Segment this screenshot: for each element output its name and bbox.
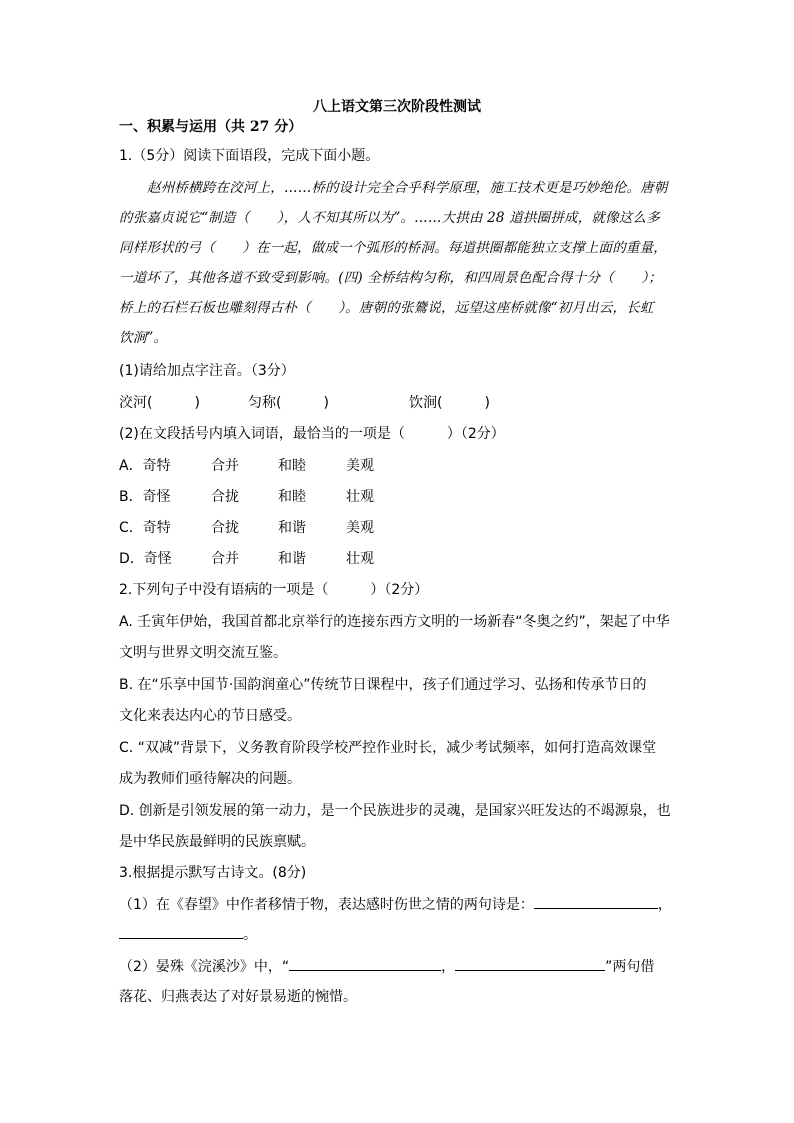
option-word: 合并 — [211, 551, 239, 567]
period: 。 — [243, 927, 257, 943]
option-word: 合拢 — [211, 520, 239, 536]
recitation-item-1 — [119, 894, 672, 915]
answer-blank[interactable] — [289, 956, 441, 971]
pinyin-item: 饮涧( ) — [409, 395, 490, 411]
choice-line: B. 在“乐享中国节·国韵润童心”传统节日课程中，孩子们通过学习、弘扬和传承节日的 — [119, 677, 647, 693]
question-3-stem: 3.根据提示默写古诗文。(8分) — [119, 865, 307, 881]
choice-line: A. 壬寅年伊始，我国首都北京举行的连接东西方文明的一场新春“冬奥之约”，架起了中华 — [119, 614, 670, 630]
option-word: 和睦 — [278, 458, 306, 474]
question-2-stem: 2.下列句子中没有语病的一项是（ ）（2分） — [119, 582, 429, 598]
choice-line: 文化来表达内心的节日感受。 — [119, 708, 301, 724]
page-title: 八上语文第三次阶段性测试 — [313, 99, 481, 115]
passage-line: 饮涧”。 — [119, 330, 168, 346]
option-word: 美观 — [346, 520, 374, 536]
answer-blank[interactable] — [534, 894, 658, 909]
option-word: 美观 — [346, 458, 374, 474]
option-word: 合并 — [211, 458, 239, 474]
option-label: A．奇特 — [119, 458, 171, 474]
recitation-prompt: （2）晏殊《浣溪沙》中，“ — [119, 959, 290, 975]
option-word: 合拢 — [211, 489, 239, 505]
option-word: 壮观 — [346, 489, 374, 505]
option-word: 和睦 — [278, 489, 306, 505]
question-1-stem: 1.（5分）阅读下面语段，完成下面小题。 — [119, 148, 380, 164]
answer-blank[interactable] — [455, 956, 605, 971]
section-heading: 一、积累与运用（共 27 分） — [119, 119, 303, 135]
option-label: D．奇怪 — [119, 551, 172, 567]
option-word: 壮观 — [346, 551, 374, 567]
recitation-prompt: （1）在《春望》中作者移情于物，表达感时伤世之情的两句诗是： — [119, 897, 534, 913]
option-word: 和谐 — [278, 520, 306, 536]
comma: ， — [657, 897, 672, 913]
choice-line: 成为教师们亟待解决的问题。 — [119, 771, 301, 787]
choice-line: 文明与世界文明交流互鉴。 — [119, 645, 287, 661]
subquestion-1-prompt: (1)请给加点字注音。（3分） — [119, 363, 295, 379]
option-word: 和谐 — [278, 551, 306, 567]
choice-line: D. 创新是引领发展的第一动力，是一个民族进步的灵魂，是国家兴旺发达的不竭源泉，也 — [119, 803, 671, 819]
recitation-item-1-cont — [119, 924, 257, 945]
passage-line: 的张嘉贞说它“制造（ ），人不知其所以为”。……大拱由 28 道拱圈拼成，就像这么多 — [119, 210, 660, 226]
option-label: B．奇怪 — [119, 489, 171, 505]
pinyin-item: 匀称( ) — [248, 395, 329, 411]
choice-line: C. “双减”背景下，义务教育阶段学校严控作业时长，减少考试频率，如何打造高效课堂 — [119, 740, 657, 756]
choice-line: 是中华民族最鲜明的民族禀赋。 — [119, 834, 315, 850]
passage-line: 桥上的石栏石板也雕刻得古朴（ ）。唐朝的张鷟说，远望这座桥就像“初月出云，长虹 — [119, 300, 654, 316]
recitation-item-2 — [119, 956, 654, 977]
passage-line: 一道坏了，其他各道不致受到影响。(四) 全桥结构匀称，和四周景色配合得十分（ ）； — [119, 270, 662, 286]
answer-blank[interactable] — [119, 924, 243, 939]
passage-line: 同样形状的弓（ ）在一起，做成一个弧形的桥洞。每道拱圈都能独立支撑上面的重量， — [119, 240, 667, 256]
subquestion-2-prompt: (2)在文段括号内填入词语，最恰当的一项是（ ）（2分） — [119, 426, 505, 442]
comma: ， — [441, 959, 456, 975]
pinyin-item: 洨河( ) — [119, 395, 200, 411]
passage-line: 赵州桥横跨在洨河上，……桥的设计完全合乎科学原理，施工技术更是巧妙绝伦。唐朝 — [147, 180, 668, 196]
recitation-tail: ”两句借 — [605, 959, 655, 975]
recitation-item-2-cont: 落花、归燕表达了对好景易逝的惋惜。 — [119, 989, 357, 1005]
option-label: C．奇特 — [119, 520, 171, 536]
